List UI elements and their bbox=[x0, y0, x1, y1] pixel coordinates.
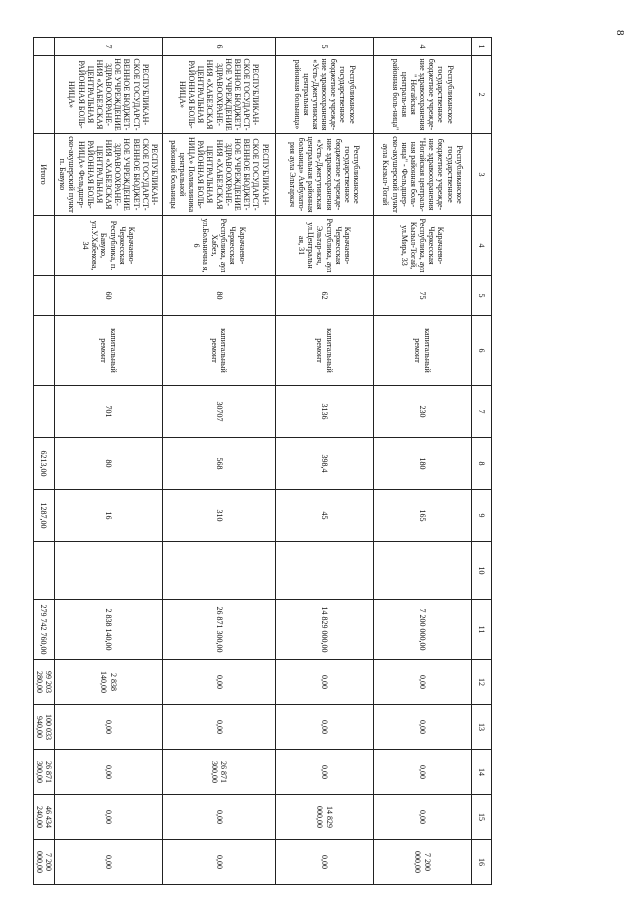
total-col12: 99 203 280,00 bbox=[33, 660, 54, 705]
column-number: 8 bbox=[472, 438, 492, 490]
cell-col9: 310 bbox=[163, 490, 276, 542]
column-number: 13 bbox=[472, 705, 492, 750]
cell-col10 bbox=[55, 542, 163, 600]
cell-col13: 0,00 bbox=[55, 705, 163, 750]
cell-col10 bbox=[163, 542, 276, 600]
cell-col12: 2 838 140,00 bbox=[55, 660, 163, 705]
row-number: 7 bbox=[55, 38, 163, 56]
cell-col9: 45 bbox=[276, 490, 374, 542]
cell-col7: 3136 bbox=[276, 386, 374, 438]
cell-col8: 398,4 bbox=[276, 438, 374, 490]
total-empty-cell bbox=[33, 542, 54, 600]
column-number: 10 bbox=[472, 542, 492, 600]
cell-col14: 26 871 300,00 bbox=[163, 750, 276, 795]
cell-col5: 75 bbox=[374, 276, 472, 316]
cell-col16: 0,00 bbox=[276, 840, 374, 885]
column-number: 16 bbox=[472, 840, 492, 885]
cell-col11: 14 829 000,00 bbox=[276, 600, 374, 660]
work-type: капитальный ремонт bbox=[276, 316, 374, 386]
row-number: 5 bbox=[276, 38, 374, 56]
work-type: капитальный ремонт bbox=[163, 316, 276, 386]
column-number: 4 bbox=[472, 216, 492, 276]
column-number: 12 bbox=[472, 660, 492, 705]
cell-col9: 165 bbox=[374, 490, 472, 542]
cell-col15: 14 829 000,00 bbox=[276, 795, 374, 840]
cell-col12: 0,00 bbox=[276, 660, 374, 705]
total-col14: 26 871 300,00 bbox=[33, 750, 54, 795]
total-col11: 279 742 760,00 bbox=[33, 600, 54, 660]
cell-col14: 0,00 bbox=[276, 750, 374, 795]
page-number: 8 bbox=[614, 30, 626, 36]
total-col15: 46 434 240,00 bbox=[33, 795, 54, 840]
facility-name: Республиканское государственное бюджетное учрежде-ние здравоохранения "Ногайская централь-ная районная боль-ница" - Фельдшер-ско-акушерский пункт аула Кызыл-Тогай bbox=[374, 134, 472, 216]
institution-name: РЕСПУБЛИКАН-СКОЕ ГОСУДАРСТ-ВЕННОЕ БЮДЖЕТ-НОЕ УЧРЕЖДЕНИЕ ЗДРАВООХРАНЕ-НИЯ «ХАБЕЗСКАЯ ЦЕНТРАЛЬНАЯ РАЙОННАЯ БОЛЬ-НИЦА» bbox=[163, 56, 276, 134]
cell-col16: 0,00 bbox=[163, 840, 276, 885]
cell-col11: 26 871 300,00 bbox=[163, 600, 276, 660]
cell-col16: 0,00 bbox=[55, 840, 163, 885]
facility-name: Республиканское государственное бюджетное учрежде-ние здравоохранения «Усть-Джегутинская центральная районная больница» Амбулато-рия аула Эльтаркач bbox=[276, 134, 374, 216]
cell-col10 bbox=[374, 542, 472, 600]
row-number: 6 bbox=[163, 38, 276, 56]
facility-address: Карачаево-Черкесская Республика, п. Бавуко, ул.У.Хабекова, 34 bbox=[55, 216, 163, 276]
cell-col7: 701 bbox=[55, 386, 163, 438]
institution-name: Республиканское государственное бюджетное учрежде-ние здравоохранения «Усть-Джегутинская центральная районная больница» bbox=[276, 56, 374, 134]
total-row bbox=[33, 38, 54, 885]
cell-col12: 0,00 bbox=[374, 660, 472, 705]
total-label: Итого bbox=[33, 134, 54, 216]
facility-address: Карачаево-Черкесская Республика, аул Хабез, ул.Больнична я, 6 bbox=[163, 216, 276, 276]
facility-name: РЕСПУБЛИКАН-СКОЕ ГОСУДАРСТ-ВЕННОЕ БЮДЖЕТ-НОЕ УЧРЕЖДЕНИЕ ЗДРАВООХРАНЕ-НИЯ «ХАБЕЗСКАЯ ЦЕНТРАЛЬНАЯ РАЙОННАЯ БОЛЬ-НИЦА» Поликлиника центральной районной больницы bbox=[163, 134, 276, 216]
column-number: 11 bbox=[472, 600, 492, 660]
table-row bbox=[374, 38, 472, 885]
row-number: 4 bbox=[374, 38, 472, 56]
cell-col9: 16 bbox=[55, 490, 163, 542]
table-row bbox=[276, 38, 374, 885]
cell-col13: 0,00 bbox=[276, 705, 374, 750]
total-col8: 6213,00 bbox=[33, 438, 54, 490]
column-number: 1 bbox=[472, 38, 492, 56]
cell-col14: 0,00 bbox=[374, 750, 472, 795]
cell-col14: 0,00 bbox=[55, 750, 163, 795]
institution-name: РЕСПУБЛИКАН-СКОЕ ГОСУДАРСТ-ВЕННОЕ БЮДЖЕТ-НОЕ УЧРЕЖДЕНИЕ ЗДРАВООХРАНЕ-НИЯ «ХАБЕЗСКАЯ ЦЕНТРАЛЬНАЯ РАЙОННАЯ БОЛЬ-НИЦА» bbox=[55, 56, 163, 134]
total-empty-cell bbox=[33, 276, 54, 316]
cell-col8: 80 bbox=[55, 438, 163, 490]
column-number: 14 bbox=[472, 750, 492, 795]
cell-col13: 0,00 bbox=[163, 705, 276, 750]
cell-col15: 0,00 bbox=[163, 795, 276, 840]
cell-col12: 0,00 bbox=[163, 660, 276, 705]
cell-col11: 7 200 000,00 bbox=[374, 600, 472, 660]
column-number: 6 bbox=[472, 316, 492, 386]
cell-col7: 30707 bbox=[163, 386, 276, 438]
column-number: 15 bbox=[472, 795, 492, 840]
document-table-container bbox=[34, 37, 492, 884]
work-type: капитальный ремонт bbox=[55, 316, 163, 386]
table-row bbox=[55, 38, 163, 885]
cell-col5: 60 bbox=[55, 276, 163, 316]
cell-col11: 2 838 140,00 bbox=[55, 600, 163, 660]
cell-col15: 0,00 bbox=[55, 795, 163, 840]
table-row bbox=[163, 38, 276, 885]
facility-address: Карачаево-Черкесская Республика, аул Кызыл-Тогай, ул.Мира, 33 bbox=[374, 216, 472, 276]
total-empty-cell bbox=[33, 216, 54, 276]
column-number: 5 bbox=[472, 276, 492, 316]
total-empty-cell bbox=[33, 56, 54, 134]
column-number: 2 bbox=[472, 56, 492, 134]
total-col9: 1287,00 bbox=[33, 490, 54, 542]
cell-col16: 7 200 000,00 bbox=[374, 840, 472, 885]
total-empty-cell bbox=[33, 386, 54, 438]
institution-name: Республиканское государственное бюджетное учрежде-ние здравоохранения " Ногайская централь-ная районная боль-ница" bbox=[374, 56, 472, 134]
column-number: 9 bbox=[472, 490, 492, 542]
facility-name: РЕСПУБЛИКАН-СКОЕ ГОСУДАРСТ-ВЕННОЕ БЮДЖЕТ-НОЕ УЧРЕЖДЕНИЕ ЗДРАВООХРАНЕ-НИЯ «ХАБЕЗСКАЯ ЦЕНТРАЛЬНАЯ РАЙОННАЯ БОЛЬ-НИЦА» Фельдшер-ско-акушерский пункт п. Бавуко bbox=[55, 134, 163, 216]
cell-col5: 80 bbox=[163, 276, 276, 316]
cell-col15: 0,00 bbox=[374, 795, 472, 840]
cell-col13: 0,00 bbox=[374, 705, 472, 750]
cell-col8: 180 bbox=[374, 438, 472, 490]
column-number: 7 bbox=[472, 386, 492, 438]
facilities-table bbox=[33, 37, 492, 885]
cell-col8: 568 bbox=[163, 438, 276, 490]
cell-col10 bbox=[276, 542, 374, 600]
work-type: капитальный ремонт bbox=[374, 316, 472, 386]
total-col16: 7 200 000,00 bbox=[33, 840, 54, 885]
cell-col5: 62 bbox=[276, 276, 374, 316]
total-empty-cell bbox=[33, 316, 54, 386]
facility-address: Карачаево-Черкесская Республика, аул Эльтар-кач, ул.Центральн ая, 31 bbox=[276, 216, 374, 276]
total-empty-cell bbox=[33, 38, 54, 56]
table-header-row bbox=[472, 38, 492, 885]
cell-col7: 230 bbox=[374, 386, 472, 438]
column-number: 3 bbox=[472, 134, 492, 216]
total-col13: 100 033 940,00 bbox=[33, 705, 54, 750]
